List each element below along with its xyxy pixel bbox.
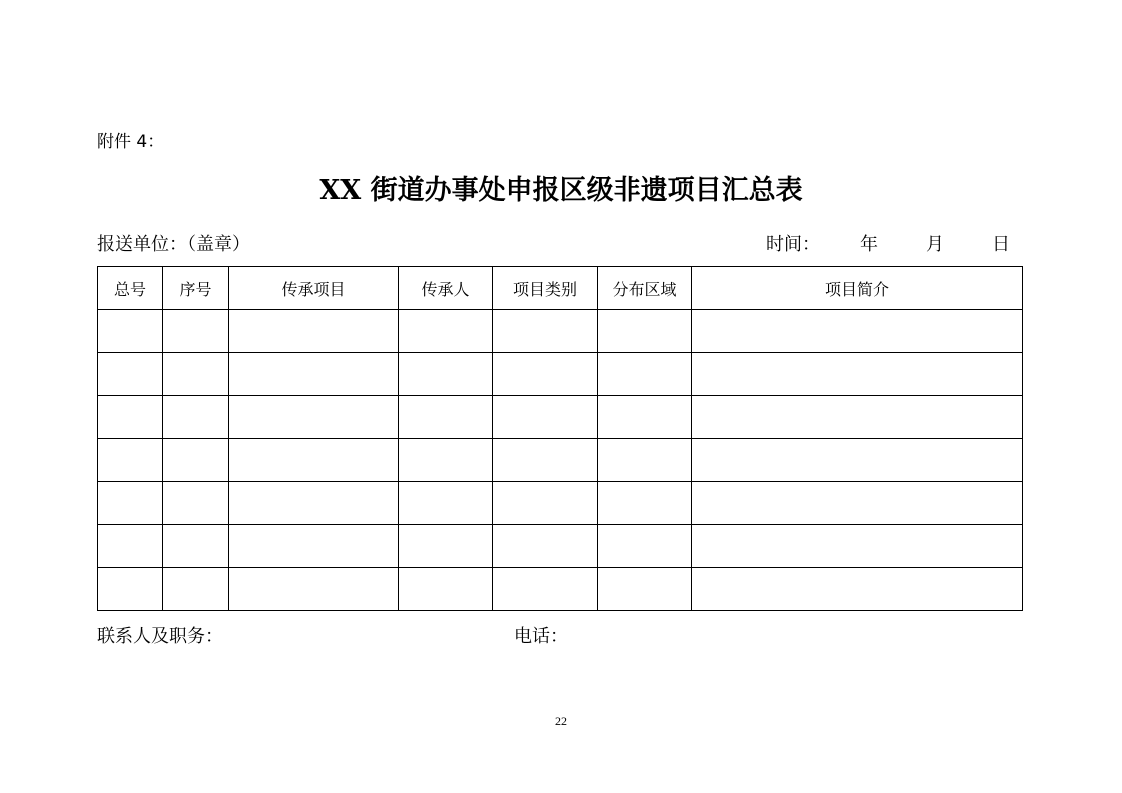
contact-info-row <box>97 624 1022 650</box>
table-cell[interactable] <box>598 396 692 439</box>
table-cell[interactable] <box>163 439 229 482</box>
table-cell[interactable] <box>229 396 399 439</box>
page-title: XX 街道办事处申报区级非遗项目汇总表 <box>319 175 803 206</box>
table-row <box>98 568 1023 611</box>
table-cell[interactable] <box>692 396 1023 439</box>
table-cell[interactable] <box>229 568 399 611</box>
year-label: 年 <box>860 234 878 255</box>
table-cell[interactable] <box>493 396 598 439</box>
column-header-distribution-area: 分布区域 <box>598 267 692 310</box>
table-cell[interactable] <box>493 568 598 611</box>
table-cell[interactable] <box>399 396 493 439</box>
table-cell[interactable] <box>399 439 493 482</box>
attachment-label: 附件 4： <box>97 132 165 152</box>
table-cell[interactable] <box>229 310 399 353</box>
table-cell[interactable] <box>163 482 229 525</box>
table-cell[interactable] <box>399 568 493 611</box>
table-cell[interactable] <box>598 525 692 568</box>
table-row <box>98 482 1023 525</box>
table-cell[interactable] <box>98 310 163 353</box>
table-cell[interactable] <box>692 353 1023 396</box>
table-cell[interactable] <box>598 568 692 611</box>
table-cell[interactable] <box>229 482 399 525</box>
table-cell[interactable] <box>98 439 163 482</box>
table-row <box>98 310 1023 353</box>
table-cell[interactable] <box>399 353 493 396</box>
table-cell[interactable] <box>493 525 598 568</box>
date-fields <box>766 232 1010 258</box>
table-cell[interactable] <box>229 439 399 482</box>
column-header-project-category: 项目类别 <box>493 267 598 310</box>
column-header-total-no: 总号 <box>98 267 163 310</box>
table-cell[interactable] <box>493 353 598 396</box>
column-header-project-intro: 项目简介 <box>692 267 1023 310</box>
table-cell[interactable] <box>98 353 163 396</box>
table-cell[interactable] <box>598 353 692 396</box>
table-cell[interactable] <box>493 439 598 482</box>
table-cell[interactable] <box>98 525 163 568</box>
table-cell[interactable] <box>163 310 229 353</box>
table-cell[interactable] <box>229 525 399 568</box>
column-header-inheritor: 传承人 <box>399 267 493 310</box>
page-number: 22 <box>555 714 567 728</box>
table-cell[interactable] <box>399 525 493 568</box>
table-cell[interactable] <box>493 482 598 525</box>
table-cell[interactable] <box>692 568 1023 611</box>
table-cell[interactable] <box>692 482 1023 525</box>
table-row <box>98 525 1023 568</box>
table-cell[interactable] <box>163 353 229 396</box>
submit-info-row <box>97 232 1022 258</box>
table-row <box>98 353 1023 396</box>
table-cell[interactable] <box>98 482 163 525</box>
table-cell[interactable] <box>399 310 493 353</box>
time-label: 时间： <box>766 234 820 255</box>
table-cell[interactable] <box>692 525 1023 568</box>
phone-label: 电话： <box>514 626 568 647</box>
table-cell[interactable] <box>598 310 692 353</box>
table-cell[interactable] <box>692 439 1023 482</box>
table-cell[interactable] <box>163 568 229 611</box>
table-cell[interactable] <box>692 310 1023 353</box>
submitting-unit-label: 报送单位：（盖章） <box>97 234 250 255</box>
table-cell[interactable] <box>163 525 229 568</box>
table-cell[interactable] <box>229 353 399 396</box>
table-header-row <box>98 267 1023 310</box>
column-header-inherited-project: 传承项目 <box>229 267 399 310</box>
column-header-serial-no: 序号 <box>163 267 229 310</box>
heritage-summary-table <box>97 266 1023 611</box>
contact-person-label: 联系人及职务： <box>97 626 223 647</box>
table-cell[interactable] <box>399 482 493 525</box>
month-label: 月 <box>926 234 944 255</box>
day-label: 日 <box>992 234 1010 255</box>
table-cell[interactable] <box>493 310 598 353</box>
table-cell[interactable] <box>598 482 692 525</box>
table-cell[interactable] <box>163 396 229 439</box>
table-cell[interactable] <box>98 568 163 611</box>
table-cell[interactable] <box>598 439 692 482</box>
table-cell[interactable] <box>98 396 163 439</box>
table-row <box>98 396 1023 439</box>
table-row <box>98 439 1023 482</box>
